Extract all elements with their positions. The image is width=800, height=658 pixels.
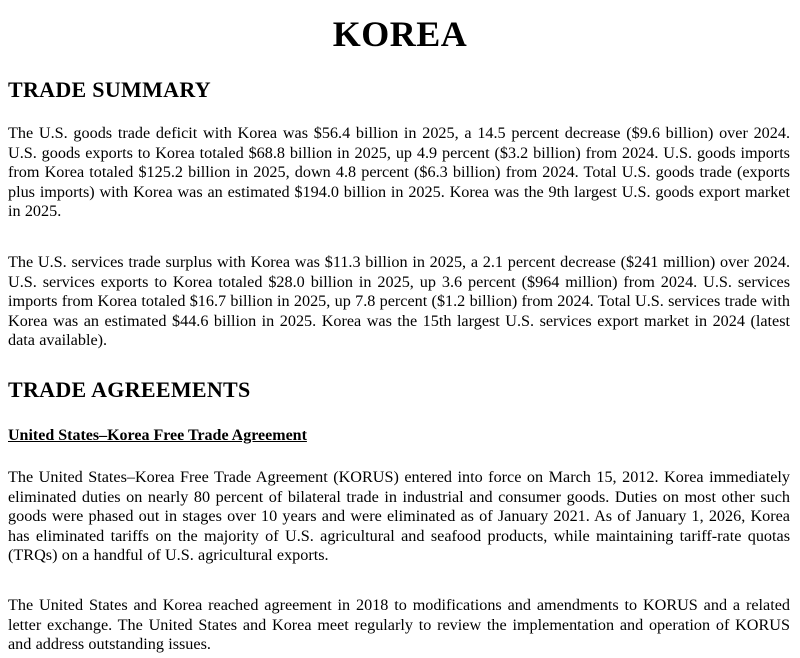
paragraph-korus-amendments: The United States and Korea reached agreement in 2018 to modifications and amendments to KORUS and a related letter exchange. The United States and Korea meet regularly to review the implementation and operation of KORUS and address outstanding issues.: [8, 596, 790, 653]
subheading-korus: United States–Korea Free Trade Agreement: [8, 427, 307, 444]
document-title: KOREA: [332, 14, 468, 54]
paragraph-services-trade: The U.S. services trade surplus with Korea was $11.3 billion in 2025, a 2.1 percent decrease ($241 million) over 2024. U.S. services exports to Korea totaled $28.0 billion in 2025, up 3.6 percent ($964 million) from 2024. U.S. services imports from Korea totaled $16.7 billion in 2025, up 7.8 percent ($1.2 billion) from 2024. Total U.S. services trade with Korea was an estimated $44.6 billion in 2025. Korea was the 15th largest U.S. services export market in 2024 (latest data available).: [8, 253, 790, 349]
section-heading-trade-agreements: TRADE AGREEMENTS: [8, 377, 251, 402]
paragraph-goods-trade: The U.S. goods trade deficit with Korea was $56.4 billion in 2025, a 14.5 percent decrease ($9.6 billion) over 2024. U.S. goods exports to Korea totaled $68.8 billion in 2025, up 4.9 percent ($3.2 billion) from 2024. U.S. goods imports from Korea totaled $125.2 billion in 2025, down 4.8 percent ($6.3 billion) from 2024. Total U.S. goods trade (exports plus imports) with Korea was an estimated $194.0 billion in 2025. Korea was the 9th largest U.S. goods export market in 2025.: [8, 124, 790, 220]
paragraph-korus-entry: The United States–Korea Free Trade Agreement (KORUS) entered into force on March 15, 2012. Korea immediately eliminated duties on nearly 80 percent of bilateral trade in industrial and consumer goods. Duties on most other such goods were phased out in stages over 10 years and were eliminated as of January 2021. As of January 1, 2026, Korea has eliminated tariffs on the majority of U.S. agricultural and seafood products, while maintaining tariff-rate quotas (TRQs) on a handful of U.S. agricultural exports.: [8, 468, 790, 564]
section-heading-trade-summary: TRADE SUMMARY: [8, 77, 211, 102]
